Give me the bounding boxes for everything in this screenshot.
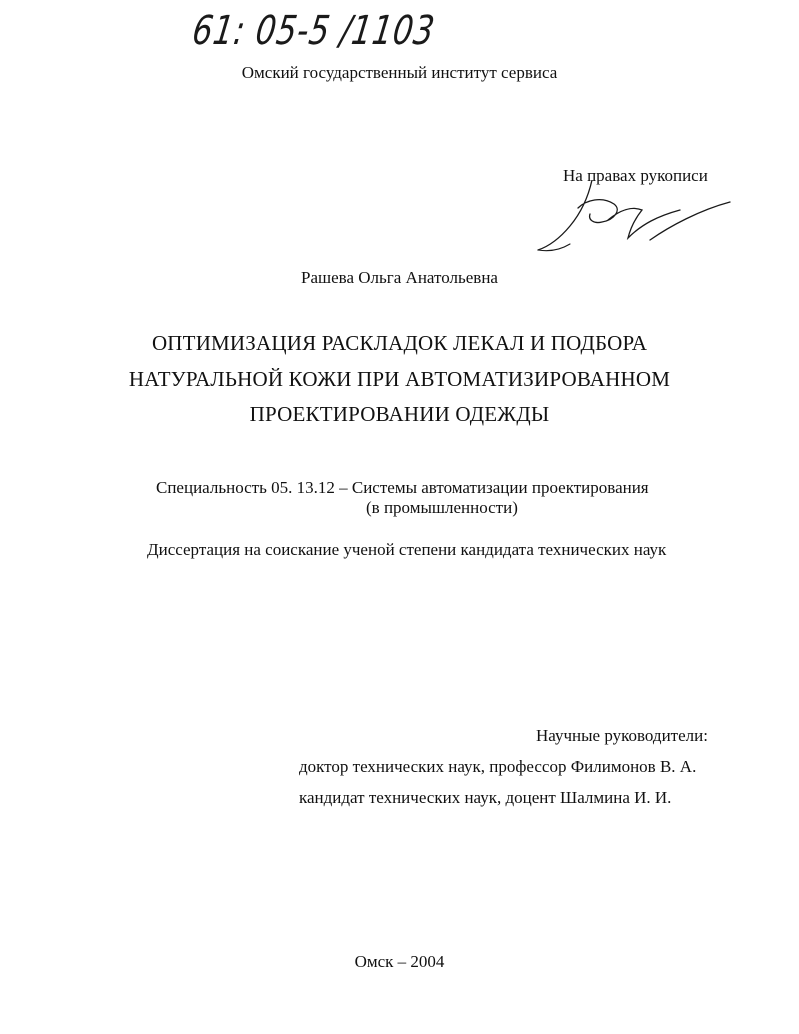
specialty-line-2: (в промышленности): [366, 498, 518, 517]
author-signature: [530, 180, 740, 260]
city-year: Омск – 2004: [354, 952, 445, 971]
degree-statement: Диссертация на соискание ученой степени кандидата технических наук: [147, 540, 667, 559]
title-line-1: ОПТИМИЗАЦИЯ РАСКЛАДОК ЛЕКАЛ И ПОДБОРА: [151, 331, 648, 355]
rights-note: На правах рукописи: [563, 166, 708, 185]
institution-name: Омский государственный институт сервиса: [241, 63, 558, 82]
signature-stroke-tail: [538, 244, 570, 251]
supervisor-1: доктор технических наук, профессор Филимонов В. А.: [299, 757, 697, 776]
author-name: Рашева Ольга Анатольевна: [301, 268, 498, 287]
title-line-2: НАТУРАЛЬНОЙ КОЖИ ПРИ АВТОМАТИЗИРОВАННОМ: [128, 367, 671, 391]
archive-code-handwritten: 61: 05-5 /1103: [189, 8, 438, 54]
title-line-3: ПРОЕКТИРОВАНИИ ОДЕЖДЫ: [249, 402, 550, 426]
supervisor-2: кандидат технических наук, доцент Шалмина И. И.: [299, 788, 672, 807]
specialty-line-1: Специальность 05. 13.12 – Системы автоматизации проектирования: [156, 478, 649, 497]
supervisors-heading: Научные руководители:: [536, 726, 708, 745]
signature-stroke-main: [538, 180, 730, 250]
